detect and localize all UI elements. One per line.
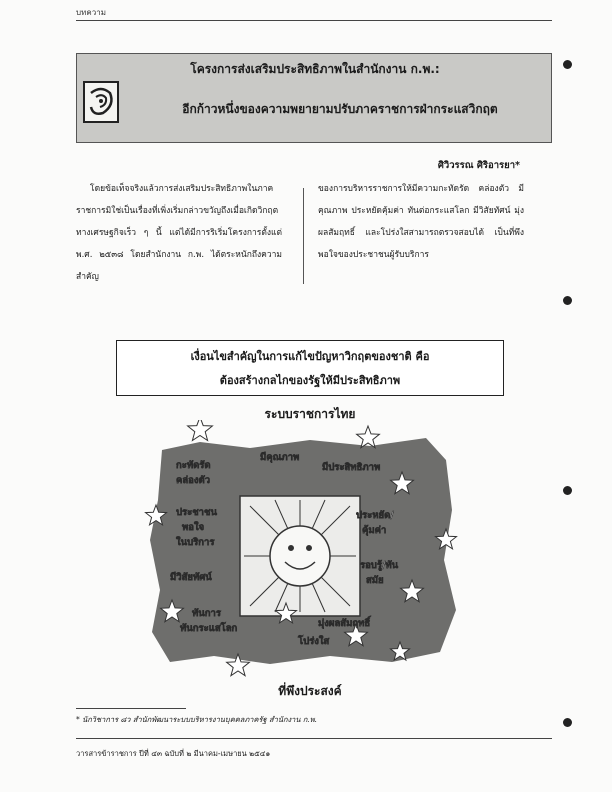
author-name: ศิวิวรรณ ศิริอารยา* bbox=[437, 160, 520, 171]
label-quality: มีคุณภาพ bbox=[260, 452, 300, 463]
column-divider bbox=[303, 188, 304, 284]
label-satisfied: พอใจ bbox=[182, 522, 205, 533]
star-icon bbox=[188, 420, 213, 441]
label-vision: มีวิสัยทัศน์ bbox=[170, 572, 212, 583]
bureaucracy-diagram bbox=[130, 420, 480, 682]
body-right-column: ของการบริหารราชการให้มีความกะทัดรัด คล่องตัว มีคุณภาพ ประหยัดคุ้มค่า ทันต่อกระแสโลก มีวิสัยทัศน์ มุ่งผลสัมฤทธิ์ และโปร่งใสสามารถตรวจสอบได้ เป็นที่พึงพอใจของประชาชนผู้รับบริการ bbox=[318, 184, 524, 260]
callout-line1: เงื่อนไขสำคัญในการแก้ไขปัญหาวิกฤตของชาติ คือ bbox=[190, 350, 430, 363]
journal-footer: วารสารข้าราชการ ปีที่ ๔๓ ฉบับที่ ๒ มีนาคม-เมษายน ๒๕๔๑ bbox=[76, 749, 271, 758]
section-label: บทความ bbox=[76, 8, 106, 17]
punch-hole bbox=[563, 718, 572, 727]
diagram-bottom-label: ที่พึงประสงค์ bbox=[278, 684, 342, 698]
label-timely: ทันการ bbox=[192, 608, 221, 619]
punch-hole bbox=[563, 296, 572, 305]
label-knowledgeable: รอบรู้/ทัน bbox=[360, 560, 399, 571]
label-global-trend: ทันกระแสโลก bbox=[180, 623, 238, 634]
label-results: มุ่งผลสัมฤทธิ์ bbox=[318, 618, 371, 629]
header-rule bbox=[76, 20, 552, 21]
diagram-top-label: ระบบราชการไทย bbox=[264, 407, 356, 421]
label-worthwhile: คุ้มค่า bbox=[362, 525, 387, 536]
sun-icon bbox=[244, 500, 356, 612]
label-modern: สมัย bbox=[366, 575, 384, 586]
callout-box bbox=[116, 340, 504, 396]
label-efficiency: มีประสิทธิภาพ bbox=[322, 462, 381, 473]
footnote-rule bbox=[76, 708, 186, 709]
label-transparent: โปร่งใส bbox=[298, 636, 330, 647]
footer-rule bbox=[76, 738, 552, 739]
body-left-column: โดยข้อเท็จจริงแล้วการส่งเสริมประสิทธิภาพในภาคราชการมิใช่เป็นเรื่องที่เพิ่งเริ่มกล่าวขวัญถึงเมื่อเกิดวิกฤตทางเศรษฐกิจเร็ว ๆ นี้ แต่ได้มีการริเริ่มโครงการตั้งแต่พ.ศ. ๒๕๓๘ โดยสำนักงาน ก.พ. ได้ตระหนักถึงความสำคัญ bbox=[76, 184, 282, 282]
punch-hole bbox=[563, 486, 572, 495]
callout-line2: ต้องสร้างกลไกของรัฐให้มีประสิทธิภาพ bbox=[219, 374, 401, 387]
label-in-service: ในบริการ bbox=[176, 537, 215, 548]
punch-hole bbox=[563, 60, 572, 69]
article-title-line1: โครงการส่งเสริมประสิทธิภาพในสำนักงาน ก.พ.: bbox=[190, 62, 440, 76]
label-economical: ประหยัด/ bbox=[356, 510, 394, 521]
star-icon bbox=[357, 426, 380, 448]
footnote: * นักวิชาการ ๘ว สำนักพัฒนาระบบบริหารงานบุคคลภาครัฐ สำนักงาน ก.พ. bbox=[76, 715, 318, 724]
ocsc-logo-icon bbox=[83, 81, 119, 123]
article-title-line2: อีกก้าวหนึ่งของความพยายามปรับภาคราชการฝ่ากระแสวิกฤต bbox=[182, 102, 498, 116]
label-people: ประชาชน bbox=[176, 507, 217, 518]
label-agile: คล่องตัว bbox=[176, 475, 211, 486]
label-compact: กะทัดรัด bbox=[176, 460, 211, 471]
